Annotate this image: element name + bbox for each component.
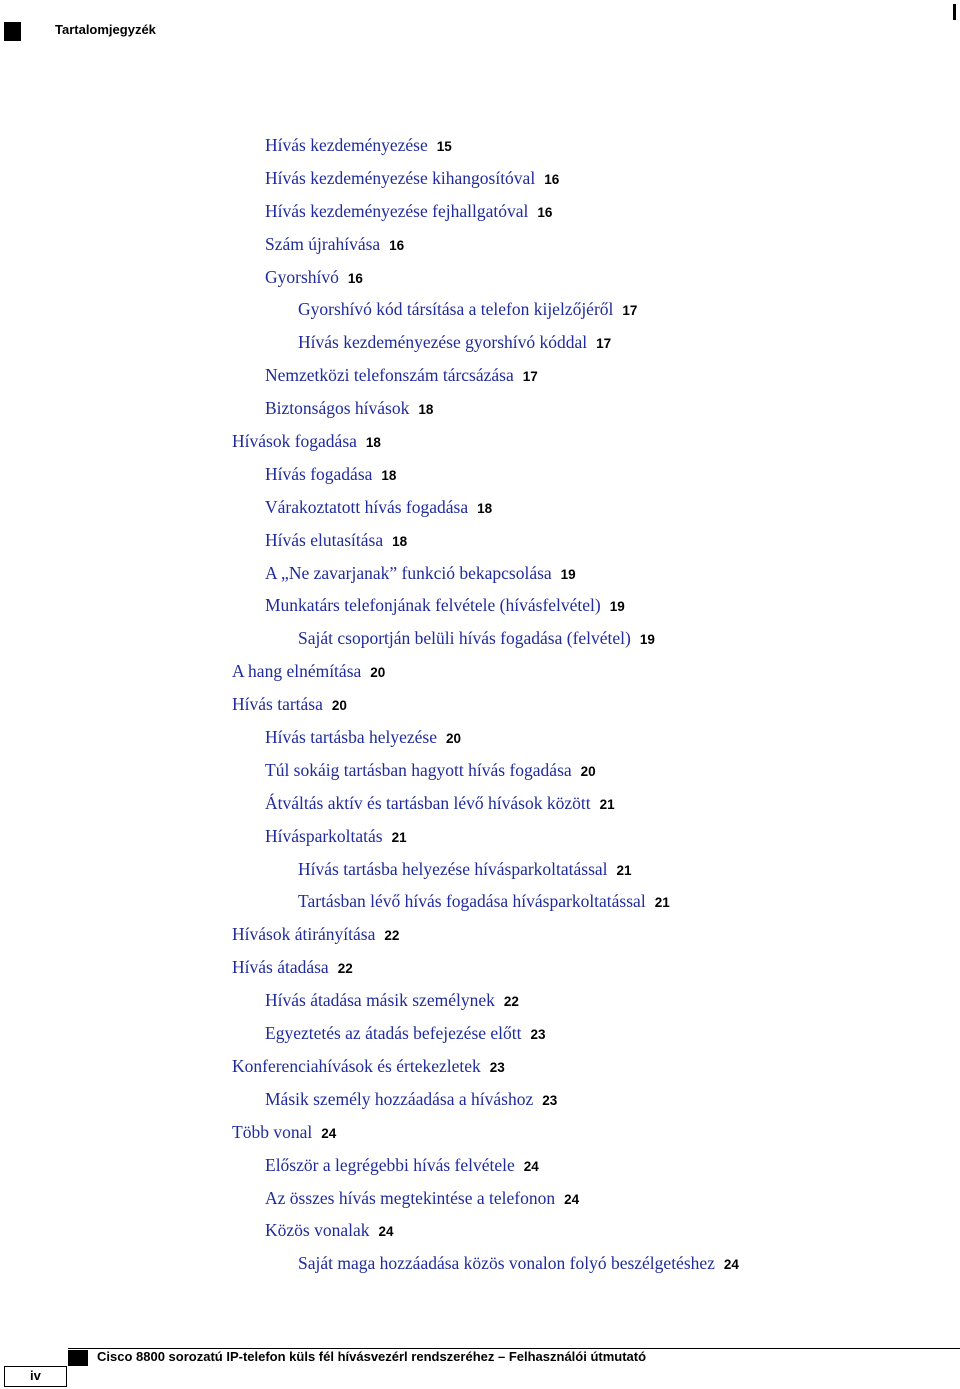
toc-entry-page: 21 [654,895,670,911]
toc-entry-page: 20 [370,665,386,681]
toc-entry-title[interactable]: Hívás fogadása [265,463,373,484]
toc-entry-page: 16 [544,171,560,187]
toc-entry[interactable] [0,792,960,825]
toc-entry-page: 21 [599,796,615,812]
toc-entry-page: 19 [639,632,655,648]
toc-entry-title[interactable]: Hívás tartásba helyezése hívásparkoltatással [298,858,608,879]
toc-entry-page: 16 [389,237,405,253]
toc-entry[interactable] [0,331,960,364]
toc-entry-page: 15 [436,139,452,154]
toc-entry-page: 17 [522,369,538,385]
toc-entry[interactable] [0,956,960,989]
toc-entry-title[interactable]: Hívás kezdeményezése [265,135,428,155]
toc-entry[interactable] [0,1022,960,1055]
toc-entry-title[interactable]: Hívás átadása [232,957,329,978]
toc-entry-title[interactable]: Munkatárs telefonjának felvétele (hívásfelvétel) [265,595,601,616]
toc-entry[interactable] [0,200,960,233]
toc-entry[interactable] [0,660,960,693]
toc-entry-page: 16 [537,204,553,220]
toc-entry-page: 21 [616,862,632,878]
toc-entry-title[interactable]: Először a legrégebbi hívás felvétele [265,1154,515,1175]
toc-entry-title[interactable]: Átváltás aktív és tartásban lévő hívások között [265,792,591,813]
toc-entry-page: 24 [523,1158,539,1174]
toc-entry-title[interactable]: Több vonal [232,1121,313,1142]
toc-entry[interactable] [0,397,960,430]
toc-entry-page: 18 [477,500,493,516]
toc-entry-title[interactable]: Hívás tartása [232,694,323,715]
toc-entry-title[interactable]: Az összes hívás megtekintése a telefonon [265,1187,556,1208]
header-marker [4,22,21,41]
toc-entry[interactable] [0,463,960,496]
toc-entry-page: 23 [530,1027,546,1043]
toc-entry-page: 24 [378,1224,394,1240]
toc-entry-page: 18 [381,467,397,483]
toc-entry-title[interactable]: Hívások átirányítása [232,924,376,945]
running-header-title: Tartalomjegyzék [55,22,156,37]
toc-entry[interactable] [0,266,960,299]
toc-entry[interactable] [0,233,960,266]
toc-entry[interactable] [0,167,960,200]
toc-entry-title[interactable]: Hívás kezdeményezése gyorshívó kóddal [298,332,588,353]
toc-entry-title[interactable]: Szám újrahívása [265,233,381,254]
toc-entry-title[interactable]: Várakoztatott hívás fogadása [265,496,469,517]
toc-entry[interactable] [0,726,960,759]
toc-entry[interactable] [0,1187,960,1220]
toc-entry-title[interactable]: A „Ne zavarjanak” funkció bekapcsolása [265,562,552,583]
toc-entry-page: 19 [560,566,576,582]
toc-entry-page: 18 [418,402,434,418]
toc-entry[interactable] [0,1252,960,1285]
toc-entry[interactable] [0,1055,960,1088]
toc-entry-page: 23 [542,1092,558,1108]
toc-entry-page: 20 [580,763,596,779]
toc-entry[interactable] [0,693,960,726]
toc-entry-page: 20 [446,731,462,747]
toc-entry[interactable] [0,134,960,167]
toc-entry-title[interactable]: Tartásban lévő hívás fogadása hívásparkoltatással [298,891,646,912]
toc-entry-title[interactable]: Túl sokáig tartásban hagyott hívás fogadása [265,759,572,780]
toc-entry[interactable] [0,1121,960,1154]
toc-entry-page: 21 [391,829,407,845]
toc-entry-page: 17 [622,303,638,319]
header-edge-bar [953,4,956,20]
toc-entry-page: 22 [503,994,519,1010]
toc-entry-page: 24 [564,1191,580,1207]
toc-entry-page: 19 [609,599,625,615]
toc-entry-title[interactable]: Hívás kezdeményezése kihangosítóval [265,167,536,188]
toc-entry[interactable] [0,1088,960,1121]
toc-entry-page: 17 [596,336,612,352]
toc-entry-page: 22 [337,961,353,977]
toc-entry-title[interactable]: Másik személy hozzáadása a híváshoz [265,1088,534,1109]
toc-entry-page: 18 [392,533,408,549]
toc-entry[interactable] [0,923,960,956]
toc-entry-title[interactable]: A hang elnémítása [232,661,362,682]
toc-entry[interactable] [0,1219,960,1252]
toc-entry-title[interactable]: Biztonságos hívások [265,398,410,419]
toc-entry-title[interactable]: Gyorshívó kód társítása a telefon kijelzőjéről [298,299,614,320]
toc-entry-title[interactable]: Hívásparkoltatás [265,825,383,846]
toc-entry-page: 20 [331,698,347,714]
toc-entry[interactable] [0,594,960,627]
footer-document-title: Cisco 8800 sorozatú IP-telefon küls fél hívásvezérl rendszeréhez – Felhasználói útmutató [97,1349,647,1364]
toc-entry-title[interactable]: Nemzetközi telefonszám tárcsázása [265,365,514,386]
toc-entry[interactable] [0,364,960,397]
toc-entry[interactable] [0,825,960,858]
toc-entry-title[interactable]: Közös vonalak [265,1220,370,1241]
toc-entry[interactable] [0,890,960,923]
toc-entry-title[interactable]: Hívás elutasítása [265,529,384,550]
toc-entry[interactable] [0,759,960,792]
toc-entry-page: 23 [489,1059,505,1075]
toc-entry-title[interactable]: Hívás átadása másik személynek [265,990,495,1011]
toc-entry-page: 18 [365,435,381,451]
toc-entry-title[interactable]: Egyeztetés az átadás befejezése előtt [265,1023,522,1044]
toc-entry[interactable] [0,496,960,529]
toc-entry-page: 16 [347,270,363,286]
toc-entry-page: 22 [384,928,400,944]
toc-entry-title[interactable]: Hívások fogadása [232,431,357,452]
toc-entry-title[interactable]: Hívás kezdeményezése fejhallgatóval [265,200,529,221]
toc-entry-title[interactable]: Hívás tartásba helyezése [265,727,438,748]
toc-entry[interactable] [0,562,960,595]
toc-entry[interactable] [0,1154,960,1187]
toc-entry[interactable] [0,989,960,1022]
footer-marker [68,1350,88,1366]
toc-entry-title[interactable]: Gyorshívó [265,266,339,287]
toc-entry[interactable] [0,858,960,891]
toc-entry-page: 24 [723,1257,739,1273]
toc-entry[interactable] [0,430,960,463]
toc-entry[interactable] [0,627,960,660]
page-number: iv [30,1368,41,1383]
toc-entry[interactable] [0,529,960,562]
toc-entry-title[interactable]: Saját csoportján belüli hívás fogadása (felvétel) [298,628,631,649]
toc-entry-page: 24 [321,1125,337,1141]
toc-entry-title[interactable]: Konferenciahívások és értekezletek [232,1055,481,1076]
table-of-contents [0,134,960,1285]
toc-entry[interactable] [0,298,960,331]
toc-entry-title[interactable]: Saját maga hozzáadása közös vonalon folyó beszélgetéshez [298,1253,715,1274]
